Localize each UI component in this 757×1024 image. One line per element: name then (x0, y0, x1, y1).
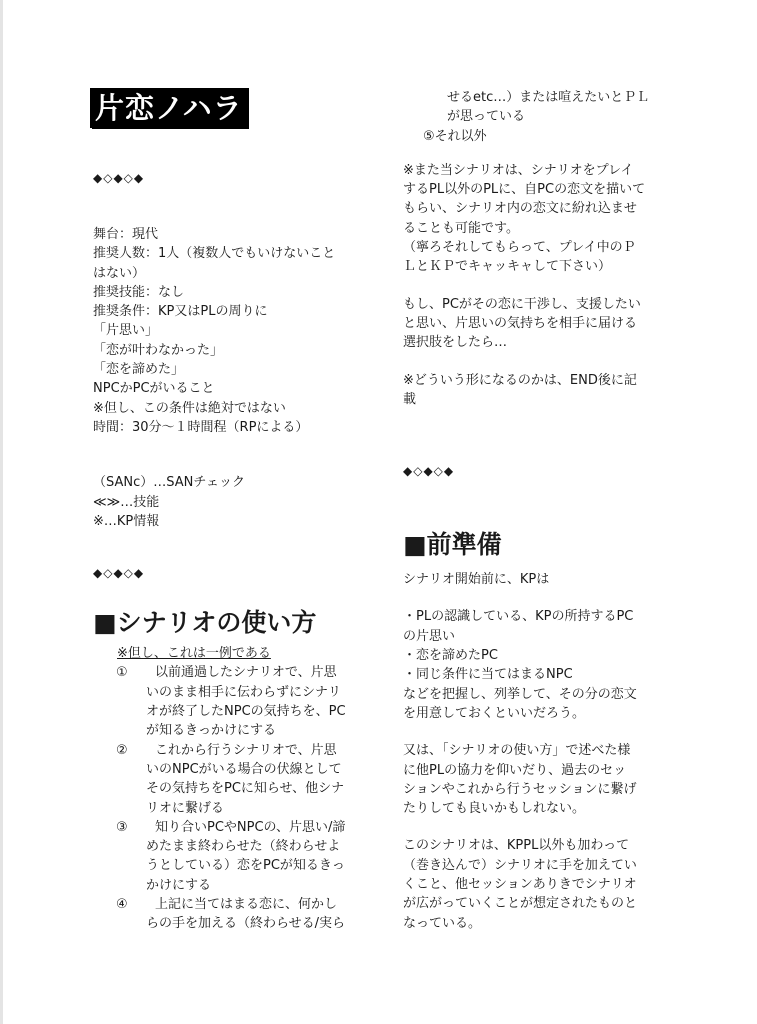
item-line: これから行うシナリオで、片思 (155, 742, 337, 758)
prep-line: ・PLの認識している、KPの所持するPC (403, 609, 634, 625)
info-line: 舞台：現代 (93, 227, 159, 242)
left-column (93, 88, 383, 934)
note-line: ることも可能です。 (403, 220, 519, 236)
item-line: リオに繋げる (146, 800, 224, 816)
prep-line: ションやこれから行うセッションに繋げ (403, 781, 637, 797)
usage-heading: ■シナリオの使い方 (93, 608, 317, 638)
continued-line: が思っている (447, 109, 526, 125)
usage-item (115, 895, 383, 934)
item-line: らの手を加える（終わらせる/実ら (146, 916, 345, 932)
note-line: もらい、シナリオ内の恋文に紛れ込ませ (403, 201, 637, 217)
legend-block (93, 473, 383, 531)
note-line: もし、PCがその恋に干渉し、支援したい (403, 296, 641, 312)
item-line: 以前通過したシナリオで、片思 (155, 665, 337, 681)
item-line: が知るきっかけにする (146, 723, 277, 739)
item-line: いのまま相手に伝わらずにシナリ (146, 684, 342, 700)
page-title[interactable]: 片恋ノハラ (92, 88, 249, 129)
prep-paragraph-3 (403, 836, 703, 932)
prep-line: の片思い (403, 628, 456, 644)
item-line: うとしている）恋をPCが知るきっ (146, 858, 345, 874)
info-line: はない） (93, 265, 146, 281)
note-line: 選択肢をしたら… (403, 335, 508, 351)
info-line: 「恋が叶わなかった」 (93, 342, 224, 358)
usage-note: ※但し、これは一例である (117, 646, 271, 662)
divider-top: ◆◇◆◇◆ (93, 171, 145, 185)
usage-item (115, 741, 383, 818)
info-line: 「恋を諦めた」 (93, 362, 185, 378)
prep-line: 又は、「シナリオの使い方」で述べた様 (403, 743, 631, 759)
title-row (93, 88, 383, 128)
note-line: 載 (403, 391, 417, 407)
item-line: 知り合いPCやNPCの、片思い/諦 (155, 819, 346, 835)
note-line: ※また当シナリオは、シナリオをプレイ (403, 162, 634, 178)
prep-line: このシナリオは、KPPL以外も加わって (403, 838, 630, 854)
item-number: ② (116, 742, 128, 758)
note-line: と思い、片思いの気持ちを相手に届ける (403, 315, 638, 331)
right-column (403, 88, 703, 933)
item-number: ③ (116, 819, 128, 835)
note-line: するPL以外のPLに、自PCの恋文を描いて (403, 182, 646, 198)
prep-list (403, 607, 703, 723)
prep-line: たりしても良いかもしれない。 (403, 801, 586, 817)
divider-mid: ◆◇◆◇◆ (93, 566, 145, 581)
item-line: その気持ちをPCに知らせ、他シナ (146, 781, 345, 797)
info-line: 「片思い」 (93, 323, 159, 339)
info-line: ※但し、この条件は絶対ではない (93, 400, 286, 416)
info-line: 推奨人数：1人（複数人でもいけないこと (93, 246, 336, 262)
prep-line: が広がっていくことが想定されたものと (403, 896, 638, 912)
legend-line: ≪≫…技能 (93, 494, 160, 510)
divider-right: ◆◇◆◇◆ (403, 464, 455, 479)
item-line: めたまま終わらせた（終わらせよ (146, 839, 341, 855)
note-line: ※どういう形になるのかは、END後に記 (403, 372, 637, 388)
info-line: NPCかPCがいること (93, 381, 215, 397)
usage-item-5: ⑤それ以外 (423, 128, 487, 144)
usage-list (93, 663, 383, 933)
info-line: 推奨技能：なし (93, 284, 185, 300)
item-number: ④ (116, 897, 128, 913)
info-block (93, 225, 383, 437)
prep-line: くこと、他セッションありきでシナリオ (403, 877, 637, 893)
note-block-2 (403, 295, 703, 353)
page-edge (0, 0, 3, 1024)
item-line: オが終了したNPCの気持ちを、PC (146, 704, 346, 720)
usage-item (115, 818, 383, 895)
item-line: 上記に当てはまる恋に、何かし (155, 897, 338, 913)
prep-intro: シナリオ開始前に、KPは (403, 572, 550, 588)
continued-item (403, 88, 703, 127)
prep-paragraph-2 (403, 741, 703, 818)
item-number: ① (116, 665, 128, 681)
prep-line: （巻き込んで）シナリオに手を加えてい (403, 857, 637, 873)
prep-line: なっている。 (403, 915, 482, 931)
continued-line: せるetc…）または喧えたいとＰＬ (447, 90, 650, 105)
note-line: （寧ろそれしてもらって、プレイ中のＰ (403, 240, 636, 256)
prep-line: を用意しておくといいだろう。 (403, 705, 586, 721)
note-block-3 (403, 371, 703, 410)
item-line: いのNPCがいる場合の伏線として (146, 761, 342, 777)
info-line: 時間：30分～１時間程（RPによる） (93, 419, 309, 435)
note-block-1 (403, 161, 703, 277)
prep-line: などを把握し、列挙して、その分の恋文 (403, 686, 637, 702)
item-line: かけにする (146, 877, 212, 893)
prep-line: に他PLの協力を仰いだり、過去のセッ (403, 762, 627, 778)
prep-line: ・恋を諦めたPC (403, 648, 498, 664)
prep-line: ・同じ条件に当てはまるNPC (403, 667, 573, 683)
legend-line: （SANc）…SANチェック (93, 475, 245, 491)
legend-line: ※…KP情報 (93, 513, 160, 529)
prep-heading: ■前準備 (403, 530, 502, 560)
note-line: ＬとＫＰでキャッキャして下さい） (403, 259, 612, 275)
usage-item (115, 663, 383, 740)
info-line: 推奨条件：KP又はPLの周りに (93, 304, 268, 320)
